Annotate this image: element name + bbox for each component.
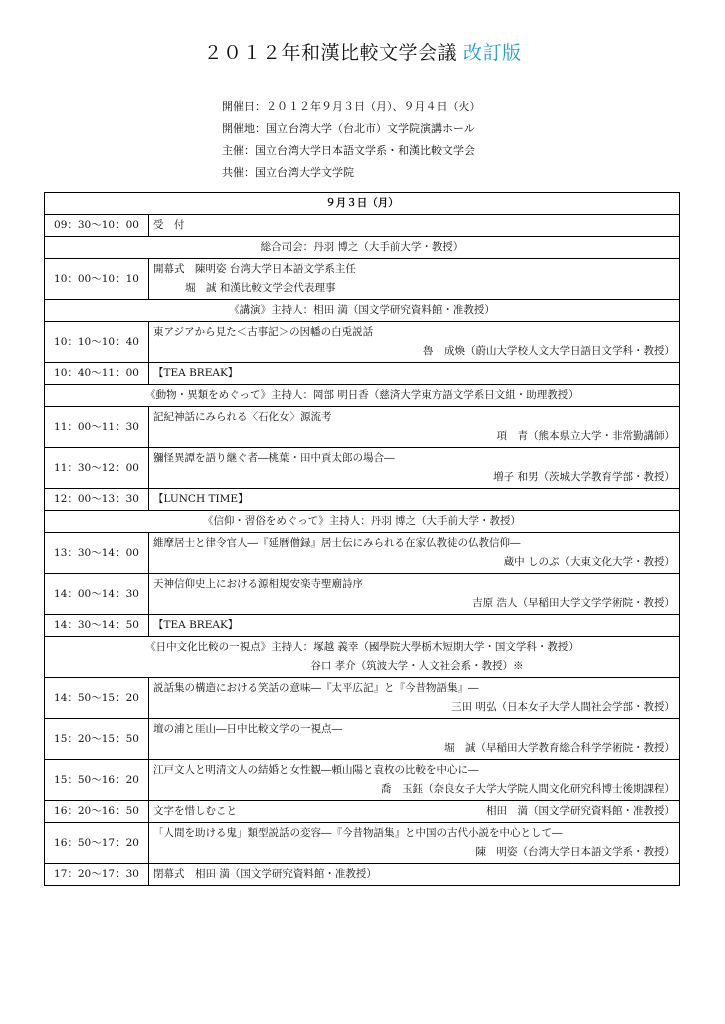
session-detail: 堀 誠 和漢比較文学会代表理事 [185, 282, 336, 294]
time-cell: 16：50〜17：20 [45, 823, 149, 864]
table-row [45, 574, 680, 615]
presenter: 三田 明弘（日本女子大学人間社会学部・教授） [451, 701, 675, 713]
presenter: 吉原 浩人（早稲田大学文学学術院・教授） [472, 597, 675, 609]
session-title: 開幕式 陳明姿 台湾大学日本語文学系主任 [153, 263, 356, 275]
info-venue: 開催地：国立台湾大学（台北市）文学院演講ホール [222, 122, 475, 135]
table-row [45, 864, 680, 886]
table-row [45, 801, 680, 823]
day-header: ９月３日（月） [45, 193, 680, 215]
session-title: 記紀神話にみられる〈石化女〉源流考 [153, 411, 332, 423]
table-row [45, 215, 680, 237]
session-title: 維摩居士と律令官人―『延暦僧録』居士伝にみられる在家仏教徒の仏教信仰― [153, 537, 521, 549]
session-title: 受 付 [153, 219, 185, 231]
section-header-row [45, 511, 680, 533]
info-date: 開催日：２０１２年９月３日（月）、９月４日（火） [222, 100, 481, 113]
table-row [45, 259, 680, 300]
session-title: 説話集の構造における笑話の意味―『太平広記』と『今昔物語集』― [153, 682, 479, 694]
presenter: 増子 和男（茨城大学教育学部・教授） [493, 471, 675, 483]
time-cell: 14：30〜14：50 [45, 615, 149, 637]
time-cell: 10：10〜10：40 [45, 322, 149, 363]
section-header: 総合司会：丹羽 博之（大手前大学・教授） [45, 237, 680, 259]
schedule-table [44, 192, 680, 886]
info-organizer: 主催：国立台湾大学日本語文学系・和漢比較文学会 [222, 144, 475, 157]
presenter: 蔵中 しのぶ（大東文化大学・教授） [503, 556, 675, 568]
session-title: 天神信仰史上における源相規安楽寺聖廟詩序 [153, 578, 363, 590]
session-title: 江戸文人と明清文人の結婚と女性観―頼山陽と袁枚の比較を中心に― [153, 764, 479, 776]
page-title [0, 38, 725, 65]
session-title: 「人間を助ける鬼」類型説話の変容―『今昔物語集』と中国の古代小説を中心として― [153, 827, 563, 839]
session-title: 東アジアから見た＜古事記＞の因幡の白兎説話 [153, 326, 374, 338]
table-row [45, 615, 680, 637]
section-cochair: 谷口 孝介（筑波大学・人文社会系・教授）※ [310, 660, 524, 672]
table-row [45, 407, 680, 448]
time-cell: 09：30〜10：00 [45, 215, 149, 237]
section-header-row [45, 237, 680, 259]
table-row [45, 678, 680, 719]
break-label: 【LUNCH TIME】 [153, 493, 249, 505]
time-cell: 11：30〜12：00 [45, 448, 149, 489]
table-row [45, 448, 680, 489]
time-cell: 14：00〜14：30 [45, 574, 149, 615]
day-header-row [45, 193, 680, 215]
time-cell: 12：00〜13：30 [45, 489, 149, 511]
section-header: 《信仰・習俗をめぐって》主持人：丹羽 博之（大手前大学・教授） [45, 511, 680, 533]
presenter: 堀 誠（早稲田大学教育総合科学学術院・教授） [444, 742, 675, 754]
presenter: 喬 玉鈺（奈良女子大学大学院人間文化研究科博士後期課程） [381, 783, 675, 795]
presenter: 相田 満（国文学研究資料館・准教授） [486, 805, 675, 817]
time-cell: 15：20〜15：50 [45, 719, 149, 760]
section-header: 《動物・異類をめぐって》主持人：岡部 明日香（慈済大学東方語文学系日文組・助理教授） [45, 385, 680, 407]
time-cell: 10：40〜11：00 [45, 363, 149, 385]
table-row [45, 760, 680, 801]
table-row [45, 489, 680, 511]
section-header: 《講演》主持人：相田 満（国文学研究資料館・准教授） [45, 300, 680, 322]
table-row [45, 322, 680, 363]
info-cosponsor: 共催：国立台湾大学文学院 [222, 166, 354, 179]
presenter: 項 青（熊本県立大学・非常勤講師） [496, 430, 675, 442]
time-cell: 14：50〜15：20 [45, 678, 149, 719]
section-header: 《日中文化比較の一視点》主持人：塚越 義幸（國學院大學栃木短期大学・国文学科・教授） [145, 641, 579, 653]
title-main: ２０１２年和漢比較文学会議 [203, 42, 457, 64]
presenter: 魯 成煥（蔚山大学校人文大学日語日文学科・教授） [423, 345, 675, 357]
break-label: 【TEA BREAK】 [153, 367, 239, 379]
presenter: 陳 明姿（台湾大学日本語文学系・教授） [475, 846, 675, 858]
event-info [222, 96, 481, 184]
closing-ceremony: 閉幕式 相田 満（国文学研究資料館・准教授） [153, 868, 377, 880]
table-row [45, 823, 680, 864]
time-cell: 13：30〜14：00 [45, 533, 149, 574]
table-row [45, 719, 680, 760]
time-cell: 17：20〜17：30 [45, 864, 149, 886]
session-title: 獼怪異譚を語り継ぐ者―桃葉・田中貢太郎の場合― [153, 452, 395, 464]
section-header-row [45, 637, 680, 678]
time-cell: 11：00〜11：30 [45, 407, 149, 448]
table-row [45, 363, 680, 385]
section-header-row [45, 385, 680, 407]
table-row [45, 533, 680, 574]
revision-label: 改訂版 [463, 42, 522, 64]
time-cell: 16：20〜16：50 [45, 801, 149, 823]
time-cell: 10：00〜10：10 [45, 259, 149, 300]
session-title: 壇の浦と厓山―日中比較文学の一視点― [153, 723, 342, 735]
time-cell: 15：50〜16：20 [45, 760, 149, 801]
break-label: 【TEA BREAK】 [153, 619, 239, 631]
section-header-row [45, 300, 680, 322]
session-title: 文字を惜しむこと [153, 805, 237, 817]
session-line [153, 802, 675, 821]
